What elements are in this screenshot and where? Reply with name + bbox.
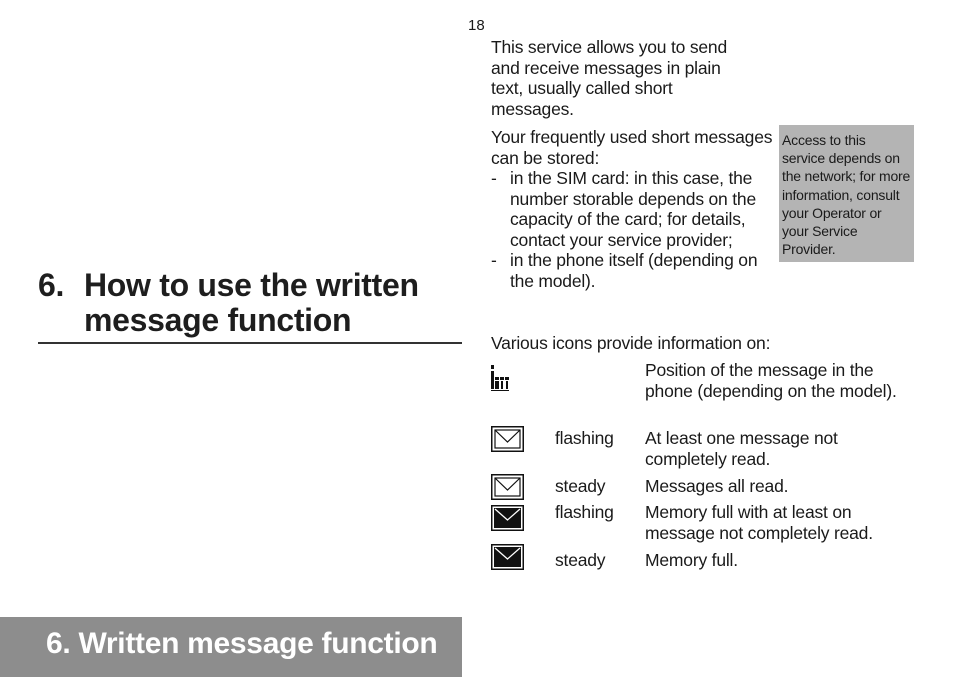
icon-state: flashing bbox=[555, 428, 614, 448]
list-item: - in the phone itself (depending on the model). bbox=[491, 250, 758, 291]
chapter-title-text: How to use the written message function bbox=[84, 267, 419, 338]
envelope-filled-icon bbox=[491, 544, 524, 570]
envelope-filled-icon bbox=[491, 505, 524, 531]
icon-state: steady bbox=[555, 476, 606, 496]
list-item: - in the SIM card: in this case, the number storable depends on the capacity of the card; for details, contact your service provider; bbox=[491, 168, 756, 250]
icon-description: Position of the message in the phone (depending on the model). bbox=[645, 360, 897, 401]
footer-banner bbox=[0, 617, 462, 677]
storage-item-sim: in the SIM card: in this case, the number storable depends on the capacity of the card; for details, contact your service provider; bbox=[510, 168, 756, 250]
side-note-text: Access to this service depends on the network; for more information, consult your Operator or your Service Provider. bbox=[782, 132, 911, 258]
chapter-number: 6. bbox=[38, 267, 65, 303]
intro-paragraph: This service allows you to send and receive messages in plain text, usually called short messages. bbox=[491, 37, 727, 119]
icon-state: steady bbox=[555, 550, 606, 570]
title-divider bbox=[38, 342, 462, 344]
icon-description: Messages all read. bbox=[645, 476, 789, 496]
envelope-outline-icon bbox=[491, 426, 524, 452]
page-number: 18 bbox=[468, 17, 485, 34]
storage-item-phone: in the phone itself (depending on the model). bbox=[510, 250, 758, 291]
side-note bbox=[779, 125, 914, 262]
icon-description: At least one message not completely read. bbox=[645, 428, 838, 469]
footer-label: 6. Written message function bbox=[46, 627, 438, 660]
icon-description: Memory full. bbox=[645, 550, 738, 570]
envelope-outline-icon bbox=[491, 474, 524, 500]
storage-list bbox=[491, 168, 776, 291]
icon-description: Memory full with at least on message not completely read. bbox=[645, 502, 873, 543]
icons-intro: Various icons provide information on: bbox=[491, 333, 771, 353]
message-position-icon bbox=[491, 365, 509, 391]
storage-section bbox=[491, 127, 776, 291]
storage-lead: Your frequently used short messages can be stored: bbox=[491, 127, 773, 168]
icon-state: flashing bbox=[555, 502, 614, 522]
chapter-title bbox=[38, 268, 462, 338]
